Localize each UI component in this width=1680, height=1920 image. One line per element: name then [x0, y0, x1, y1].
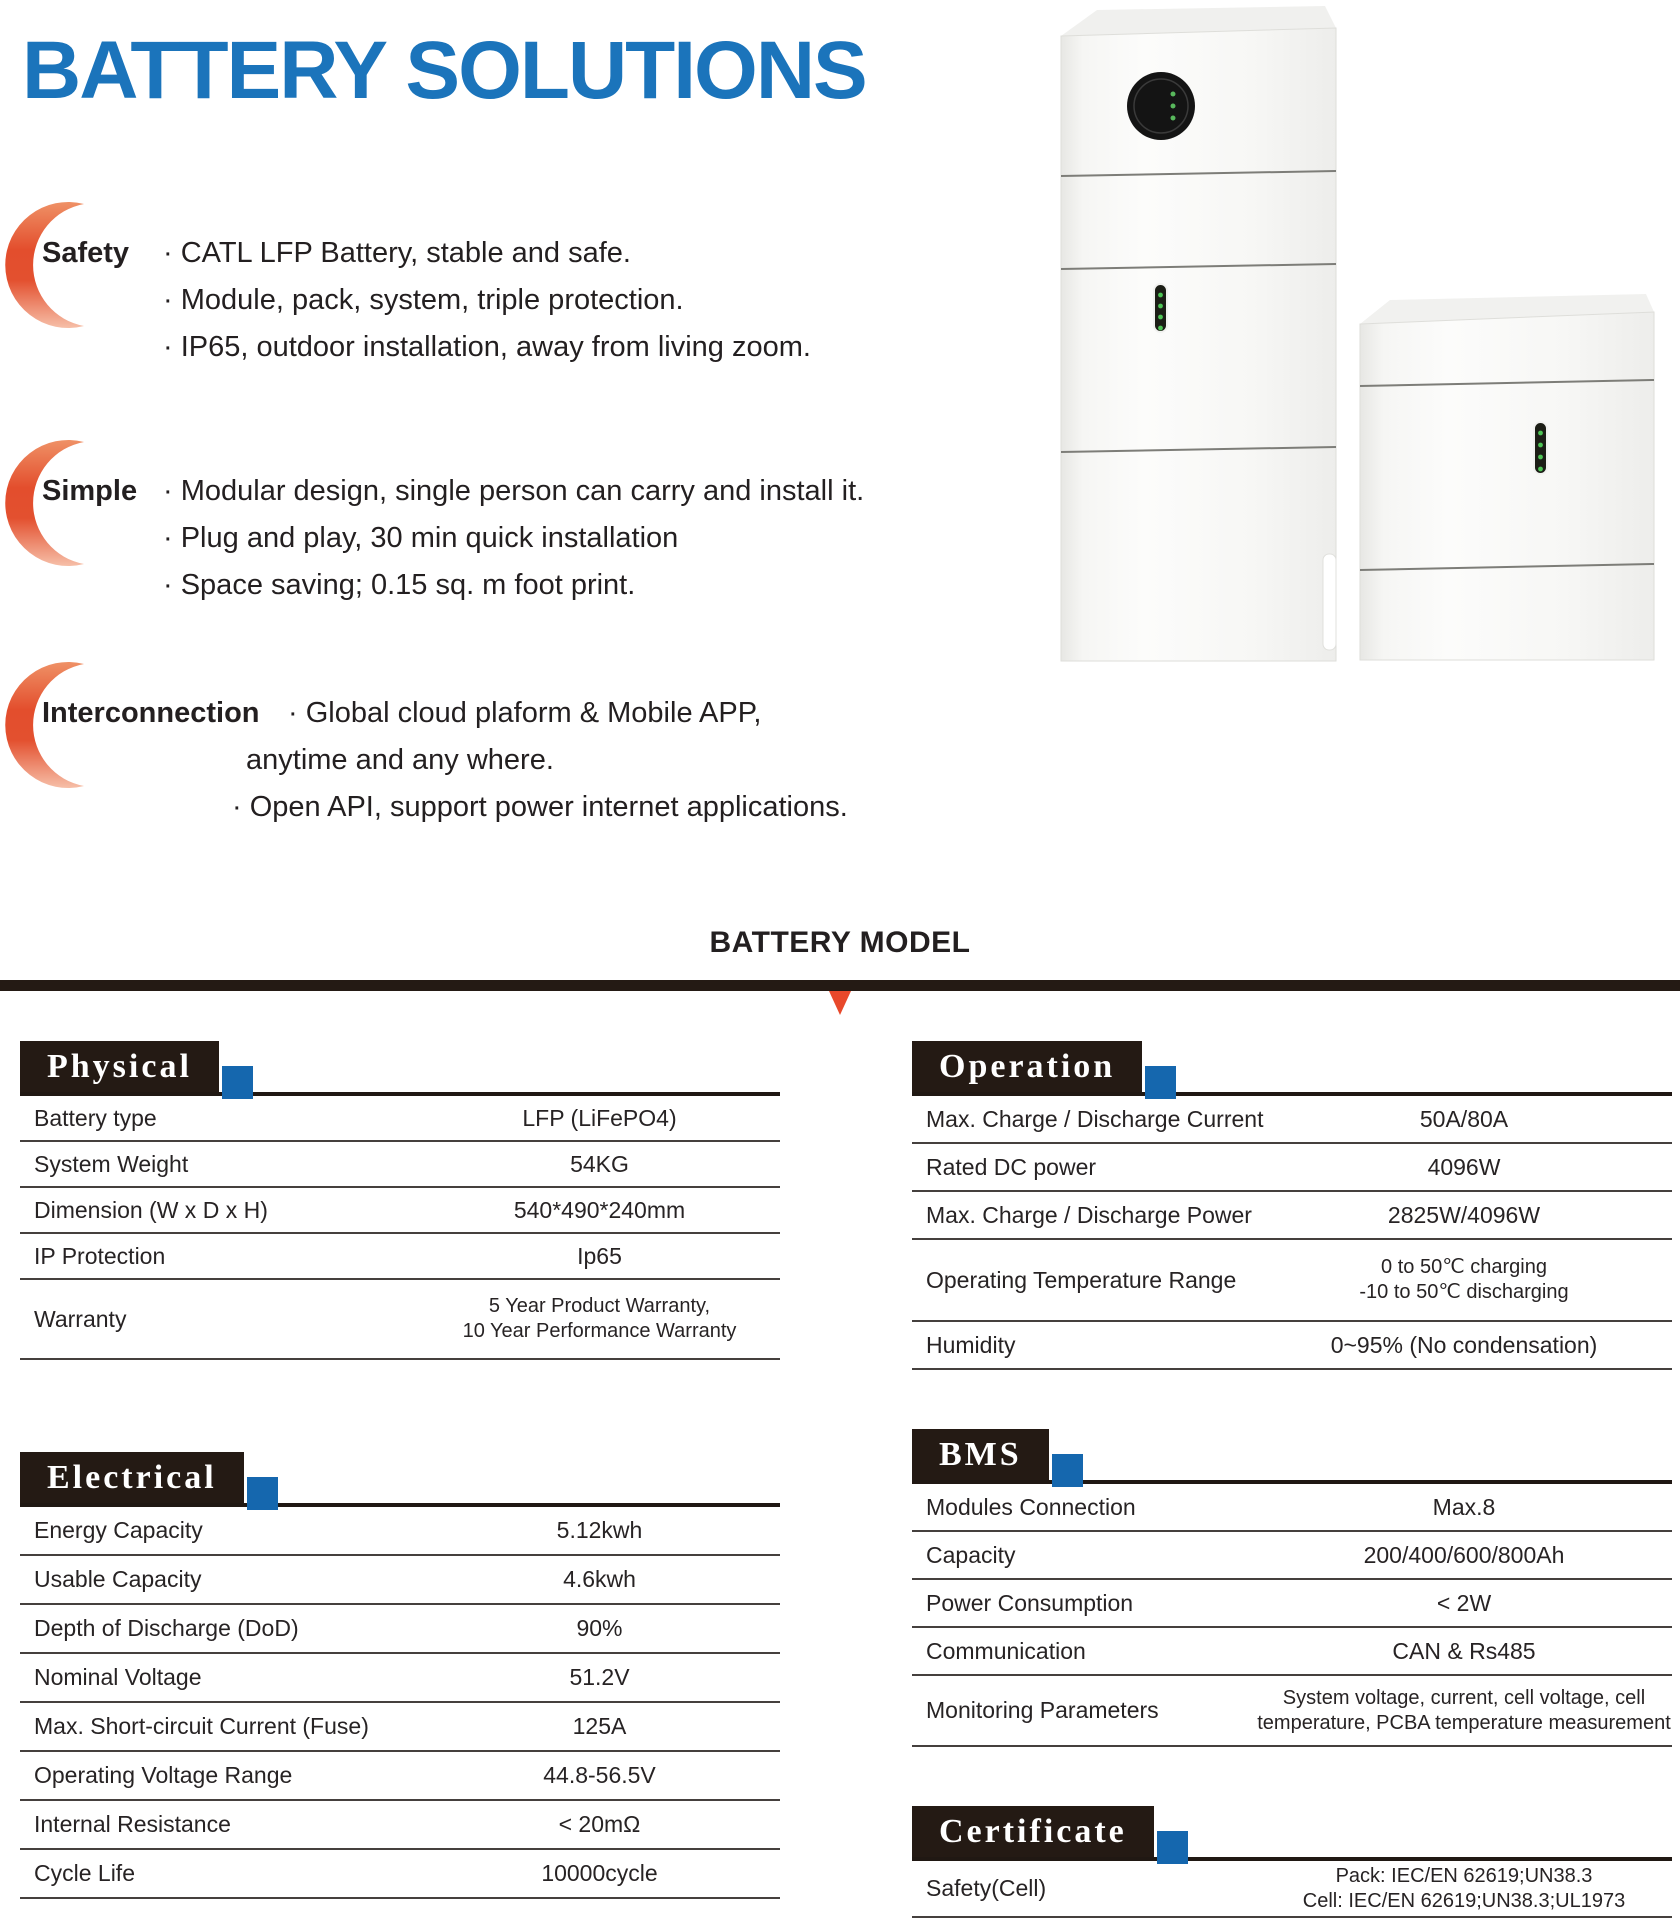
- spec-row: [20, 1234, 780, 1280]
- table-title: Physical: [20, 1041, 219, 1092]
- spec-value: CAN & Rs485: [1392, 1637, 1536, 1664]
- spec-row: [912, 1322, 1672, 1370]
- spec-row: [912, 1532, 1672, 1580]
- spec-row: [912, 1628, 1672, 1676]
- battery-tower-short-image: [1358, 294, 1656, 664]
- table-title: Operation: [912, 1041, 1142, 1092]
- spec-value: LFP (LiFePO4): [522, 1104, 677, 1131]
- spec-value: 4.6kwh: [563, 1566, 636, 1592]
- spec-row: [912, 1861, 1672, 1918]
- blue-square-decoration: [247, 1477, 278, 1510]
- spec-row: [20, 1605, 780, 1654]
- spec-row: [912, 1096, 1672, 1144]
- feature-line: · Modular design, single person can carry and install it.: [163, 475, 865, 507]
- spec-label: Capacity: [926, 1541, 1016, 1568]
- arrow-down-icon: [829, 991, 851, 1015]
- spec-label: Depth of Discharge (DoD): [34, 1615, 299, 1641]
- blue-square-decoration: [1145, 1066, 1176, 1099]
- table-title: BMS: [912, 1429, 1049, 1480]
- spec-value: 200/400/600/800Ah: [1363, 1541, 1565, 1568]
- spec-label: Communication: [926, 1637, 1086, 1664]
- section-title: BATTERY MODEL: [709, 926, 971, 959]
- spec-label: Usable Capacity: [34, 1566, 202, 1592]
- spec-value: 10000cycle: [541, 1860, 658, 1886]
- spec-label: Modules Connection: [926, 1493, 1136, 1520]
- spec-row: [20, 1556, 780, 1605]
- feature-label: Safety: [42, 237, 130, 269]
- spec-row: [912, 1484, 1672, 1532]
- spec-label: Dimension (W x D x H): [34, 1196, 268, 1223]
- spec-row: [20, 1752, 780, 1801]
- feature-line: · Space saving; 0.15 sq. m foot print.: [163, 569, 636, 601]
- spec-label: Nominal Voltage: [34, 1664, 202, 1690]
- spec-value: 4096W: [1427, 1153, 1501, 1180]
- spec-label: Energy Capacity: [34, 1517, 203, 1543]
- table-header: [912, 1806, 1672, 1857]
- spec-label: System Weight: [34, 1150, 189, 1177]
- feature-line: · Global cloud plaform & Mobile APP,: [288, 697, 762, 729]
- spec-row: [912, 1240, 1672, 1322]
- feature-interconnection: [0, 690, 900, 831]
- table-title: Electrical: [20, 1452, 244, 1503]
- spec-value: Ip65: [577, 1242, 622, 1269]
- spec-value: 0 to 50℃ charging -10 to 50℃ discharging: [1359, 1256, 1569, 1303]
- spec-value: 54KG: [570, 1150, 629, 1177]
- blue-square-decoration: [1052, 1454, 1083, 1487]
- battery-tower-tall-image: [1057, 6, 1337, 664]
- spec-row: [912, 1192, 1672, 1240]
- spec-value: 50A/80A: [1419, 1105, 1509, 1132]
- spec-label: Cycle Life: [34, 1860, 135, 1886]
- page-title: BATTERY SOLUTIONS: [22, 25, 866, 116]
- feature-simple: [0, 468, 900, 609]
- spec-row: [20, 1188, 780, 1234]
- spec-value: 5.12kwh: [556, 1517, 643, 1543]
- spec-label: Max. Charge / Discharge Current: [926, 1105, 1264, 1132]
- spec-value: 51.2V: [569, 1664, 630, 1690]
- table-operation: [912, 1041, 1672, 1370]
- table-header: [20, 1041, 780, 1092]
- spec-value: 90%: [576, 1615, 623, 1641]
- spec-value: System voltage, current, cell voltage, cell temperature, PCBA temperature measurement: [1257, 1686, 1671, 1734]
- feature-line: anytime and any where.: [246, 744, 554, 776]
- table-header: [912, 1429, 1672, 1480]
- spec-label: Monitoring Parameters: [926, 1697, 1159, 1723]
- spec-row: [20, 1142, 780, 1188]
- feature-safety: [0, 230, 900, 371]
- feature-line: · Module, pack, system, triple protection.: [163, 284, 684, 316]
- spec-row: [912, 1580, 1672, 1628]
- spec-value: 540*490*240mm: [513, 1196, 686, 1223]
- spec-row: [912, 1144, 1672, 1192]
- spec-value: < 2W: [1436, 1589, 1492, 1616]
- table-header: [20, 1452, 780, 1503]
- table-bms: [912, 1429, 1672, 1747]
- spec-value: 2825W/4096W: [1387, 1201, 1541, 1228]
- table-title: Certificate: [912, 1806, 1154, 1857]
- table-certificate: [912, 1806, 1672, 1918]
- battery-led-strip: [1534, 422, 1547, 474]
- table-physical: [20, 1041, 780, 1360]
- feature-line: · IP65, outdoor installation, away from living zoom.: [163, 331, 811, 363]
- blue-square-decoration: [1157, 1831, 1188, 1864]
- spec-label: Battery type: [34, 1104, 157, 1131]
- table-header: [912, 1041, 1672, 1092]
- spec-row: [20, 1801, 780, 1850]
- spec-label: Power Consumption: [926, 1589, 1134, 1616]
- spec-label: Max. Short-circuit Current (Fuse): [34, 1713, 369, 1739]
- spec-value: 44.8-56.5V: [543, 1762, 656, 1788]
- spec-value: 125A: [572, 1713, 627, 1739]
- spec-row: [20, 1703, 780, 1752]
- spec-value: 0~95% (No condensation): [1330, 1331, 1598, 1358]
- spec-value: Pack: IEC/EN 62619;UN38.3 Cell: IEC/EN 62619;UN38.3;UL1973: [1302, 1864, 1626, 1912]
- battery-display-screen: [1127, 72, 1195, 140]
- spec-label: Operating Temperature Range: [926, 1266, 1237, 1293]
- spec-label: Humidity: [926, 1331, 1016, 1358]
- feature-label: Simple: [42, 475, 138, 507]
- spec-label: IP Protection: [34, 1242, 166, 1269]
- blue-square-decoration: [222, 1066, 253, 1099]
- spec-label: Safety(Cell): [926, 1875, 1047, 1901]
- divider-rule: [0, 980, 1680, 991]
- spec-value: Max.8: [1432, 1493, 1496, 1520]
- table-electrical: [20, 1452, 780, 1899]
- spec-label: Internal Resistance: [34, 1811, 231, 1837]
- feature-line: · Open API, support power internet applications.: [232, 791, 848, 823]
- feature-line: · Plug and play, 30 min quick installation: [163, 522, 679, 554]
- spec-label: Operating Voltage Range: [34, 1762, 293, 1788]
- spec-value: 5 Year Product Warranty, 10 Year Performance Warranty: [462, 1295, 737, 1342]
- spec-row: [20, 1654, 780, 1703]
- feature-line: · CATL LFP Battery, stable and safe.: [163, 237, 631, 269]
- spec-row: [912, 1676, 1672, 1747]
- spec-label: Max. Charge / Discharge Power: [926, 1201, 1252, 1228]
- spec-value: < 20mΩ: [558, 1811, 641, 1837]
- spec-row: [20, 1507, 780, 1556]
- spec-row: [20, 1850, 780, 1899]
- spec-row: [20, 1280, 780, 1360]
- spec-label: Warranty: [34, 1305, 127, 1332]
- spec-row: [20, 1096, 780, 1142]
- spec-label: Rated DC power: [926, 1153, 1097, 1180]
- feature-label: Interconnection: [42, 697, 260, 729]
